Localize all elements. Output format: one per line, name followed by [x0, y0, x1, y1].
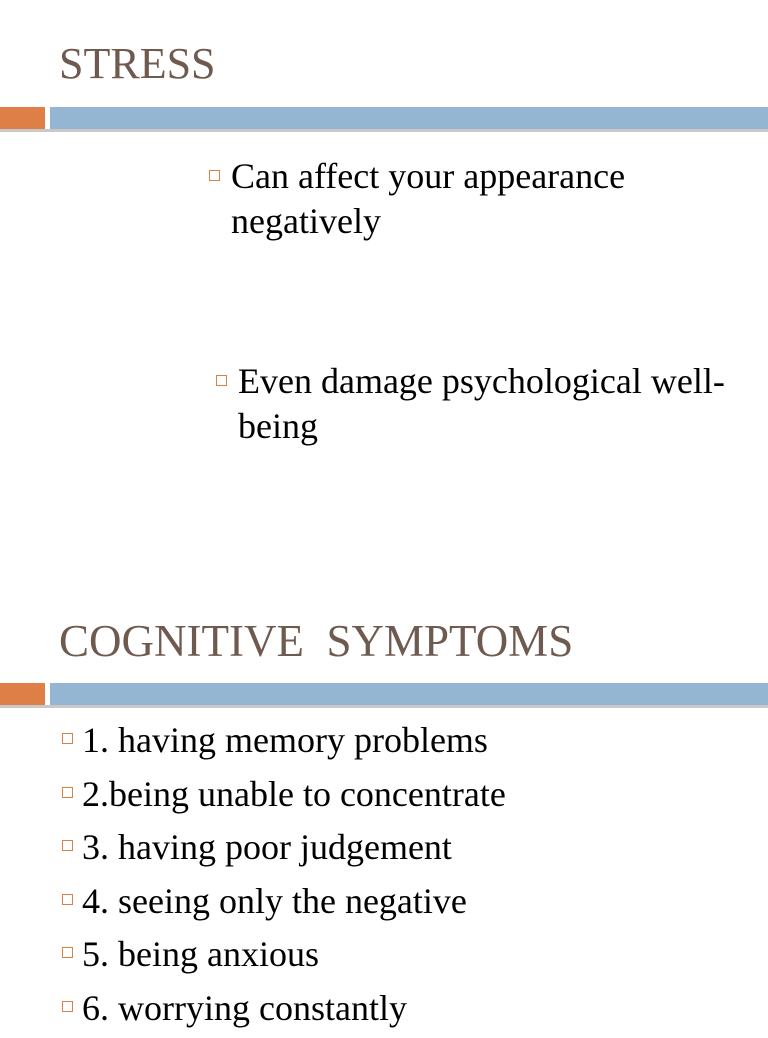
list-item-text: 1. having memory problems — [82, 717, 488, 763]
square-bullet-icon — [62, 787, 73, 798]
bullet-text: Can affect your appearance negatively — [231, 154, 729, 244]
square-bullet-icon — [216, 375, 227, 386]
list-item-text: 2.being unable to concentrate — [82, 771, 506, 817]
symptom-list — [62, 717, 506, 1038]
square-bullet-icon — [209, 170, 220, 181]
list-item — [62, 824, 506, 878]
slide-title: COGNITIVE SYMPTOMS — [59, 619, 573, 664]
divider-shadow — [0, 129, 768, 132]
list-item-text: 4. seeing only the negative — [82, 878, 467, 924]
divider-accent-block — [0, 107, 45, 129]
list-item-text: 6. worrying constantly — [82, 985, 407, 1031]
divider-accent-block — [0, 683, 45, 705]
divider-main-block — [50, 107, 768, 129]
bullet-text: Even damage psychological well-being — [238, 359, 736, 449]
square-bullet-icon — [62, 947, 73, 958]
title-divider-bar — [0, 683, 768, 705]
bullet-item — [216, 359, 736, 449]
square-bullet-icon — [62, 894, 73, 905]
list-item — [62, 717, 506, 771]
divider-main-block — [50, 683, 768, 705]
title-divider-bar — [0, 107, 768, 129]
list-item — [62, 878, 506, 932]
list-item-text: 5. being anxious — [82, 931, 319, 977]
slide-cognitive-symptoms — [0, 575, 768, 1024]
list-item-text: 3. having poor judgement — [82, 824, 452, 870]
square-bullet-icon — [62, 733, 73, 744]
square-bullet-icon — [62, 840, 73, 851]
divider-shadow — [0, 705, 768, 708]
list-item — [62, 931, 506, 985]
list-item — [62, 985, 506, 1038]
slide-title: STRESS — [59, 42, 216, 86]
bullet-item — [209, 154, 729, 244]
square-bullet-icon — [62, 1001, 73, 1012]
list-item — [62, 771, 506, 825]
